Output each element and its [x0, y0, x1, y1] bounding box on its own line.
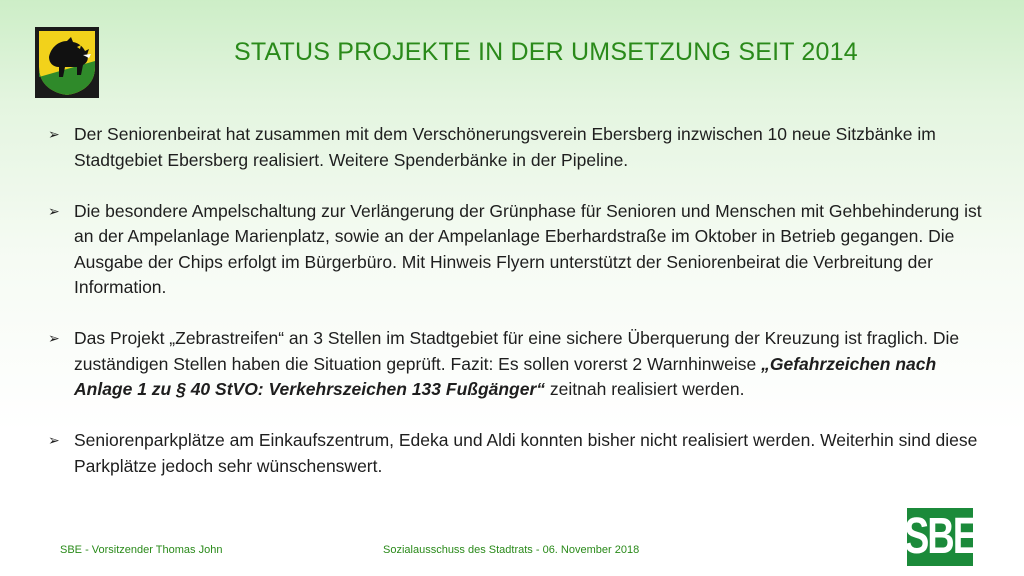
coat-of-arms-icon: [35, 27, 99, 98]
list-item: [48, 428, 983, 479]
arrow-bullet-icon: ➢: [48, 330, 60, 346]
bullet-text: [74, 326, 983, 403]
arrow-bullet-icon: ➢: [48, 126, 60, 142]
slide-title: STATUS PROJEKTE IN DER UMSETZUNG SEIT 2014: [234, 38, 858, 66]
bullet-text: Seniorenparkplätze am Einkaufszentrum, Edeka und Aldi konnten bisher nicht realisiert werden. Weiterhin sind diese Parkplätze jedoch sehr wünschenswert.: [74, 430, 978, 476]
bullet-text: Der Seniorenbeirat hat zusammen mit dem Verschönerungsverein Ebersberg inzwischen 10 neue Sitzbänke im Stadtgebiet Ebersberg realisiert. Weitere Spenderbänke in der Pipeline.: [74, 124, 936, 170]
footer-event: Sozialausschuss des Stadtrats - 06. November 2018: [383, 544, 640, 556]
arrow-bullet-icon: ➢: [48, 202, 60, 219]
sbe-logo-text: SBE: [903, 507, 977, 565]
bullet-list: [48, 122, 983, 505]
traffic-sign-reference: „Gefahrzeichen nach Anlage 1 zu § 40 StVO: Verkehrszeichen 133 Fußgänger“: [74, 353, 937, 399]
bullet-text-part: zeitnah realisiert werden.: [545, 379, 745, 399]
list-item: [48, 122, 983, 173]
bullet-text-part: Das Projekt „Zebrastreifen“ an 3 Stellen im Stadtgebiet für eine sichere Überquerung der Kreuzung ist fraglich. Die zuständigen Stellen haben die Situation geprüft. Fazit: Es sollen vorerst 2 Warnhinweise: [74, 328, 960, 374]
footer-author: SBE - Vorsitzender Thomas John: [60, 544, 223, 556]
sbe-logo: [903, 507, 977, 566]
bullet-text: Die besondere Ampelschaltung zur Verlängerung der Grünphase für Senioren und Menschen mit Gehbehinderung ist an der Ampelanlage Marienplatz, sowie an der Ampelanlage Eberhardstraße im Oktober in Betrieb gegangen. Die Ausgabe der Chips erfolgt im Bürgerbüro. Mit Hinweis Flyern unterstützt der Seniorenbeirat die Verbreitung der Information.: [74, 200, 982, 297]
arrow-bullet-icon: ➢: [48, 432, 60, 448]
list-item: [48, 199, 983, 301]
list-item: [48, 326, 983, 403]
